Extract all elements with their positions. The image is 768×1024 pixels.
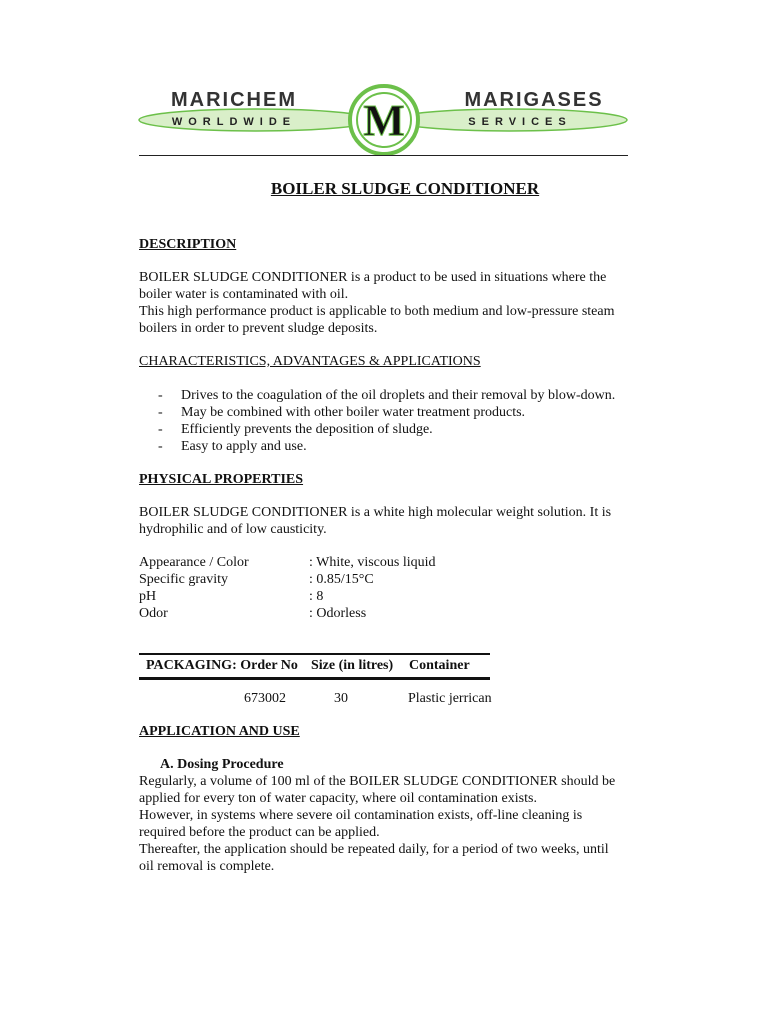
logo-marigases-text: MARIGASES bbox=[464, 89, 604, 111]
logo-services-text: SERVICES bbox=[468, 116, 572, 128]
application-line: Thereafter, the application should be repeated daily, for a period of two weeks, until bbox=[139, 842, 609, 857]
application-line: Regularly, a volume of 100 ml of the BOILER SLUDGE CONDITIONER should be bbox=[139, 774, 616, 789]
description-line: This high performance product is applicable to both medium and low-pressure steam bbox=[139, 304, 615, 319]
document-title: BOILER SLUDGE CONDITIONER bbox=[270, 179, 540, 198]
physical-properties-text bbox=[139, 504, 639, 538]
application-line: oil removal is complete. bbox=[139, 859, 275, 874]
property-label: Specific gravity bbox=[139, 572, 229, 587]
physical-line: BOILER SLUDGE CONDITIONER is a white high molecular weight solution. It is bbox=[139, 505, 612, 520]
description-line: boilers in order to prevent sludge deposits. bbox=[139, 321, 378, 336]
application-line: required before the product can be applied. bbox=[139, 825, 380, 840]
logo-worldwide-text: WORLDWIDE bbox=[171, 116, 297, 128]
list-item bbox=[158, 404, 638, 421]
property-label: pH bbox=[139, 589, 157, 604]
description-text bbox=[139, 269, 639, 337]
property-row bbox=[139, 588, 436, 605]
packaging-order-header: PACKAGING: Order No bbox=[146, 658, 298, 673]
bullet-marker: - bbox=[158, 439, 163, 454]
property-value: : 0.85/15°C bbox=[309, 572, 374, 587]
application-text bbox=[139, 773, 639, 875]
description-heading: DESCRIPTION bbox=[139, 237, 237, 252]
list-item-text: Easy to apply and use. bbox=[181, 439, 307, 454]
packaging-size-header: Size (in litres) bbox=[311, 658, 394, 673]
property-label: Appearance / Color bbox=[139, 555, 249, 570]
property-row bbox=[139, 554, 436, 571]
packaging-container-header: Container bbox=[409, 658, 470, 673]
physical-line: hydrophilic and of low causticity. bbox=[139, 522, 327, 537]
list-item-text: Efficiently prevents the deposition of sludge. bbox=[181, 422, 433, 437]
bullet-marker: - bbox=[158, 388, 163, 403]
list-item bbox=[158, 387, 638, 404]
bullet-marker: - bbox=[158, 422, 163, 437]
header-divider bbox=[139, 155, 628, 156]
description-line: BOILER SLUDGE CONDITIONER is a product to be used in situations where the bbox=[139, 270, 607, 285]
property-value: : 8 bbox=[309, 589, 324, 604]
physical-properties-heading: PHYSICAL PROPERTIES bbox=[139, 472, 304, 487]
properties-list bbox=[139, 554, 436, 622]
list-item bbox=[158, 438, 638, 455]
list-item bbox=[158, 421, 638, 438]
description-line: boiler water is contaminated with oil. bbox=[139, 287, 349, 302]
property-value: : Odorless bbox=[309, 606, 367, 621]
application-heading: APPLICATION AND USE bbox=[139, 724, 300, 739]
logo-center-letter: M bbox=[363, 96, 405, 145]
characteristics-heading: CHARACTERISTICS, ADVANTAGES & APPLICATIONS bbox=[139, 354, 481, 369]
packaging-size: 30 bbox=[334, 691, 348, 706]
dosing-procedure-subheading: A. Dosing Procedure bbox=[160, 757, 284, 772]
application-line: However, in systems where severe oil contamination exists, off-line cleaning is bbox=[139, 808, 583, 823]
company-logo bbox=[138, 84, 630, 156]
packaging-container: Plastic jerrican bbox=[408, 691, 492, 706]
property-value: : White, viscous liquid bbox=[309, 555, 436, 570]
packaging-table-header bbox=[139, 653, 490, 680]
property-row bbox=[139, 571, 436, 588]
logo-marichem-text: MARICHEM bbox=[171, 89, 297, 111]
application-line: applied for every ton of water capacity, where oil contamination exists. bbox=[139, 791, 537, 806]
list-item-text: Drives to the coagulation of the oil droplets and their removal by blow-down. bbox=[181, 388, 616, 403]
property-row bbox=[139, 605, 436, 622]
property-label: Odor bbox=[139, 606, 168, 621]
characteristics-list bbox=[158, 387, 638, 455]
packaging-order-no: 673002 bbox=[244, 691, 286, 706]
list-item-text: May be combined with other boiler water treatment products. bbox=[181, 405, 526, 420]
bullet-marker: - bbox=[158, 405, 163, 420]
